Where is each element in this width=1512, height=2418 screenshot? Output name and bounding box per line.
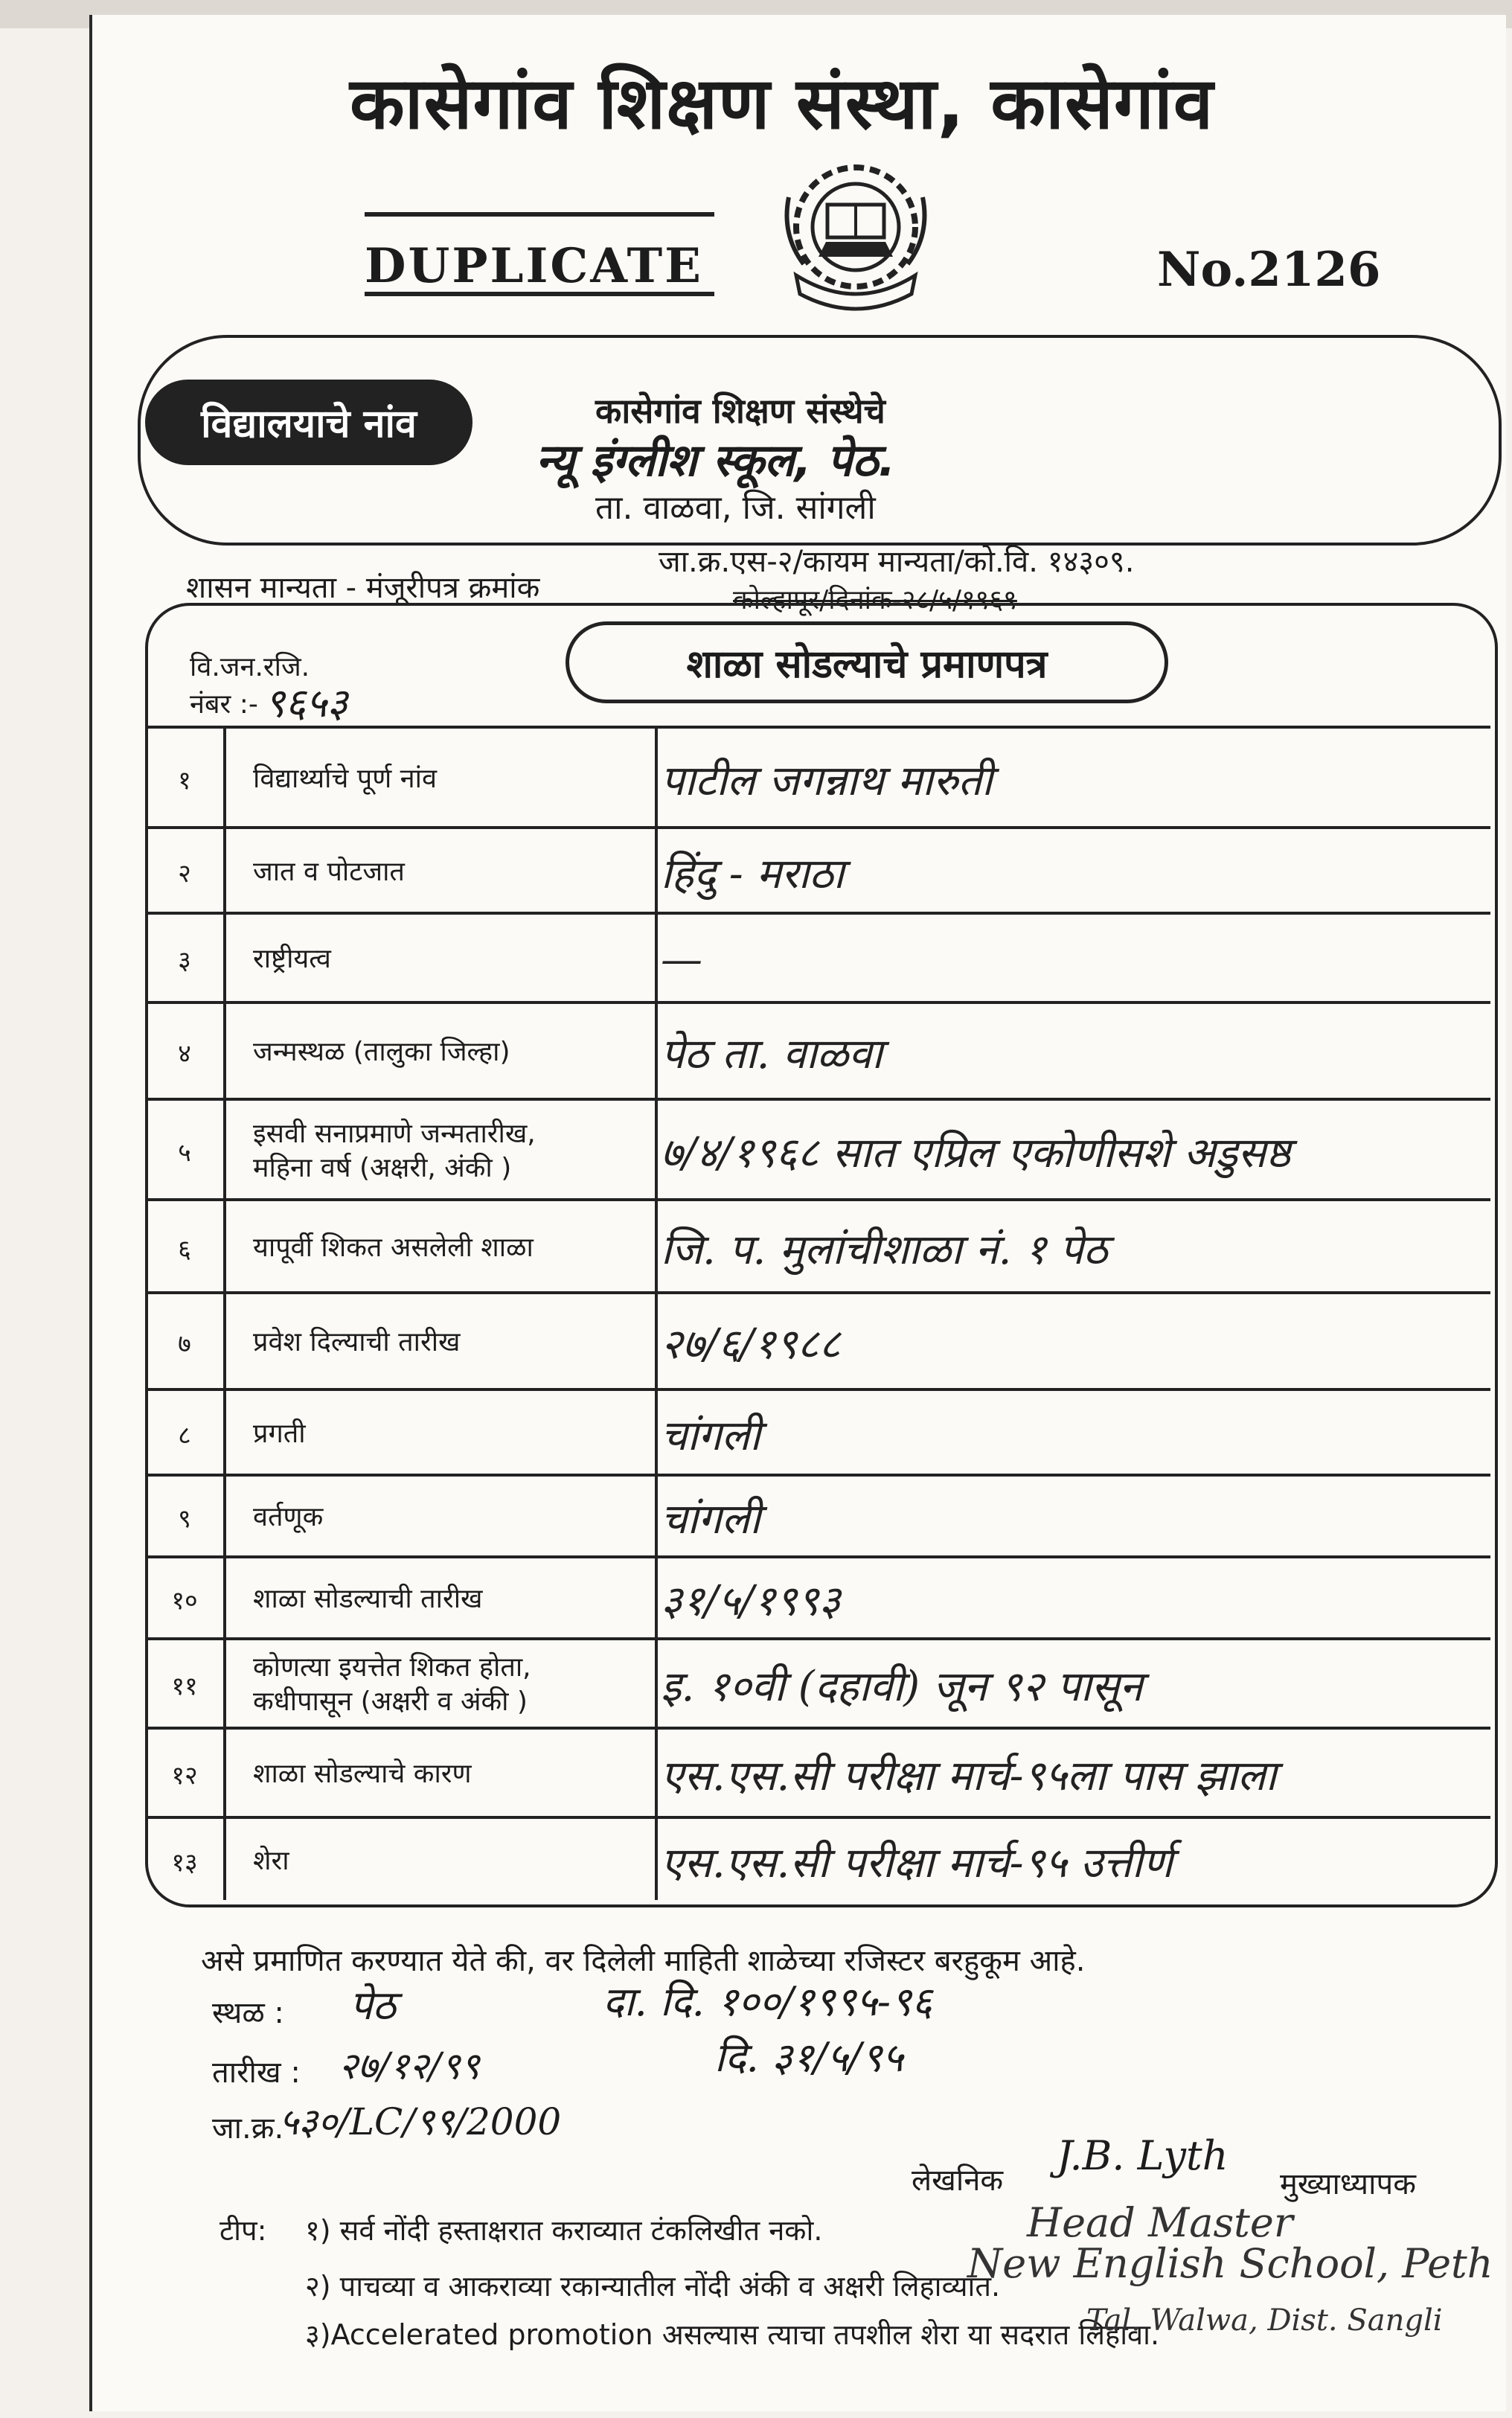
row-value: ७/४/१९६८ सात एप्रिल एकोणीसशे अडुसष्ठ: [661, 1128, 1291, 1177]
date-value: २७/१२/९९: [339, 2044, 480, 2088]
headmaster-stamp-line1: Head Master: [1027, 2199, 1293, 2246]
govt-approval-line1: जा.क्र.एस-२/कायम मान्यता/को.वि. १४३०९.: [659, 545, 1135, 579]
row-label-line1: विद्यार्थ्याचे पूर्ण नांव: [253, 763, 437, 794]
row-number: १०: [171, 1586, 198, 1616]
place-value: पेठ: [350, 1982, 397, 2029]
row-number: ८: [178, 1420, 191, 1451]
row-number: ३: [178, 946, 191, 976]
school-name-pill-label: विद्यालयाचे नांव: [145, 380, 472, 465]
row-label-line1: शाळा सोडल्याचे कारण: [253, 1759, 472, 1789]
note-2: २) पाचव्या व आकराव्या रकान्यातील नोंदी अंकी व अक्षरी लिहाव्यात.: [305, 2270, 1001, 2303]
row-label-line1: राष्ट्रीयत्व: [253, 944, 331, 974]
row-value: एस.एस.सी परीक्षा मार्च-९५ उत्तीर्ण: [661, 1838, 1173, 1887]
school-name-line1: कासेगांव शिक्षण संस्थेचे: [595, 391, 885, 431]
headmaster-stamp-line3: Tal. Walwa, Dist. Sangli: [1086, 2303, 1443, 2338]
row-label-line1: यापूर्वी शिकत असलेली शाळा: [253, 1232, 534, 1263]
row-value: ३१/५/१९९३: [661, 1577, 841, 1625]
row-value: चांगली: [661, 1495, 761, 1544]
register-label: वि.जन.रजि.: [190, 652, 310, 682]
place-label: स्थळ :: [212, 1996, 284, 2030]
table-row: [147, 1388, 1490, 1477]
duplicate-label: DUPLICATE: [365, 238, 703, 294]
table-row: [147, 1098, 1490, 1201]
declaration-text: असे प्रमाणित करण्यात येते की, वर दिलेली माहिती शाळेच्या रजिस्टर बरहुकूम आहे.: [201, 1944, 1086, 1978]
row-number: १: [178, 765, 191, 796]
row-label-line1: वर्तणूक: [253, 1502, 324, 1532]
row-label-line1: जन्मस्थळ (तालुका जिल्हा): [253, 1037, 510, 1067]
row-value: पेठ ता. वाळवा: [661, 1030, 883, 1078]
row-number: ११: [171, 1672, 198, 1701]
duplicate-rule-top: [365, 212, 714, 217]
table-row: [147, 1474, 1490, 1558]
outward-number: दा. दि. १००/१९९५-९६: [603, 1978, 933, 2025]
row-label-line1: इसवी सनाप्रमाणे जन्मतारीख,: [253, 1118, 536, 1149]
clerk-label: लेखनिक: [912, 2163, 1004, 2198]
certificate-title: शाळा सोडल्याचे प्रमाणपत्र: [566, 621, 1168, 703]
row-value: एस.एस.सी परीक्षा मार्च-९५ला पास झाला: [661, 1752, 1277, 1800]
row-number: ९: [178, 1504, 191, 1534]
row-value: हिंदु - मराठा: [661, 849, 845, 898]
row-label-line1: प्रगती: [253, 1418, 306, 1449]
row-number: १३: [171, 1847, 198, 1878]
reference-value: ५३०/LC/९९/2000: [279, 2100, 562, 2143]
row-label-line1: शेरा: [253, 1845, 289, 1876]
table-row: [147, 1727, 1490, 1819]
row-value: पाटील जगन्नाथ मारुती: [661, 756, 993, 805]
row-number: २: [178, 858, 191, 889]
outward-date: दि. ३१/५/९५: [714, 2034, 903, 2081]
clerk-signature: J.B. Lyth: [1057, 2132, 1228, 2179]
table-row: [147, 826, 1490, 915]
row-label-line1: प्रवेश दिल्याची तारीख: [253, 1327, 461, 1357]
row-number: ४: [178, 1039, 191, 1069]
row-value: इ. १०वी (दहावी) जून ९२ पासून: [661, 1663, 1143, 1711]
row-value: —: [661, 935, 702, 984]
reference-label: जा.क्र.: [212, 2111, 284, 2146]
table-row: [147, 726, 1490, 829]
row-number: १२: [171, 1761, 198, 1791]
table-row: [147, 1291, 1490, 1391]
notes-label: टीप:: [220, 2214, 267, 2247]
register-number-label: नंबर :-: [190, 689, 258, 720]
row-label-line1: शाळा सोडल्याची तारीख: [253, 1584, 483, 1614]
headmaster-stamp-line2: New English School, Peth: [967, 2240, 1493, 2287]
row-label-line1: जात व पोटजात: [253, 856, 405, 887]
row-value: जि. प. मुलांचीशाळा नं. १ पेठ: [661, 1225, 1108, 1274]
table-row: [147, 1198, 1490, 1294]
row-label-line2: कधीपासून (अक्षरी व अंकी ): [253, 1686, 528, 1717]
table-row: [147, 912, 1490, 1004]
date-label: तारीख :: [212, 2056, 301, 2090]
row-number: ५: [178, 1137, 191, 1168]
school-name-line2: न्यू इंग्लीश स्कूल, पेठ.: [536, 435, 896, 487]
duplicate-rule-bottom: [365, 292, 714, 296]
row-number: ६: [178, 1234, 191, 1264]
table-row: [147, 1001, 1490, 1101]
serial-number: No.2126: [1157, 242, 1381, 298]
row-number: ७: [178, 1329, 191, 1359]
row-label-line2: महिना वर्ष (अक्षरी, अंकी ): [253, 1152, 512, 1183]
organization-title: कासेगांव शिक्षण संस्था, कासेगांव: [350, 62, 1214, 145]
headmaster-label: मुख्याध्यापक: [1280, 2167, 1416, 2201]
govt-approval-line2: कोल्हापूर/दिनांक-२८/५/१९६९: [733, 585, 1017, 615]
note-3: ३)Accelerated promotion असल्यास त्याचा तपशील शेरा या सदरात लिहावा.: [305, 2318, 1160, 2351]
table-row: [147, 1555, 1490, 1640]
govt-approval-label: शासन मान्यता - मंजूरीपत्र क्रमांक: [186, 571, 540, 605]
register-number-value: ९६५३: [264, 679, 348, 726]
row-value: चांगली: [661, 1411, 761, 1460]
school-name-line3: ता. वाळवा, जि. सांगली: [595, 489, 876, 527]
table-row: [147, 1637, 1490, 1730]
table-row: [147, 1816, 1490, 1903]
institution-emblem-icon: [766, 145, 945, 324]
row-value: २७/६/१९८८: [661, 1320, 841, 1369]
row-label-line1: कोणत्या इयत्तेत शिकत होता,: [253, 1652, 531, 1683]
note-1: १) सर्व नोंदी हस्ताक्षरात कराव्यात टंकलिखीत नको.: [305, 2214, 823, 2247]
